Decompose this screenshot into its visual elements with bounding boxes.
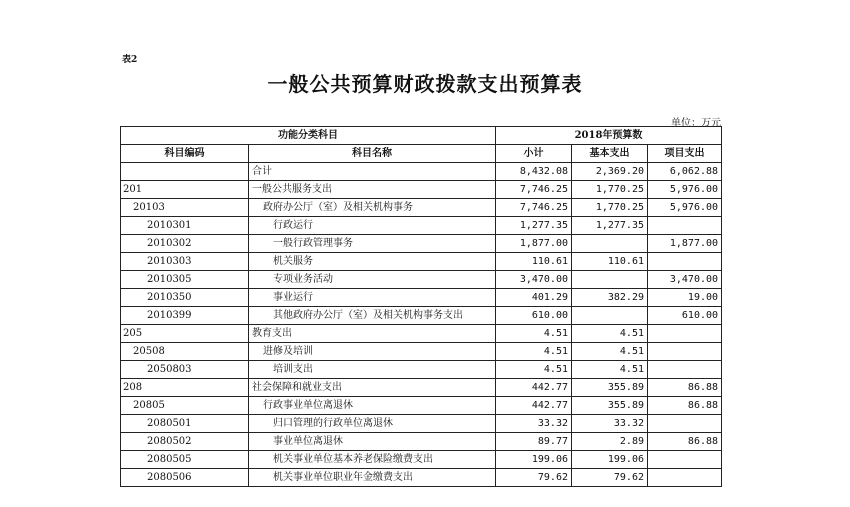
row-basic <box>572 271 648 289</box>
row-name: 机关事业单位职业年金缴费支出 <box>249 469 496 487</box>
row-basic: 382.29 <box>572 289 648 307</box>
table-body <box>121 163 722 487</box>
row-name: 归口管理的行政单位离退休 <box>249 415 496 433</box>
row-code: 2080505 <box>121 451 249 469</box>
header-row-group <box>121 127 722 145</box>
table-row <box>121 289 722 307</box>
header-func-group: 功能分类科目 <box>121 127 496 145</box>
row-name: 社会保障和就业支出 <box>249 379 496 397</box>
row-basic: 2.89 <box>572 433 648 451</box>
header-basic: 基本支出 <box>572 145 648 163</box>
table-row <box>121 199 722 217</box>
row-code: 208 <box>121 379 249 397</box>
row-subtotal: 110.61 <box>496 253 572 271</box>
row-project <box>648 325 722 343</box>
row-subtotal: 4.51 <box>496 325 572 343</box>
table-row <box>121 379 722 397</box>
row-project: 6,062.88 <box>648 163 722 181</box>
row-code: 20508 <box>121 343 249 361</box>
row-code: 20103 <box>121 199 249 217</box>
table-row <box>121 235 722 253</box>
row-project: 610.00 <box>648 307 722 325</box>
row-name: 事业单位离退休 <box>249 433 496 451</box>
row-code: 2010302 <box>121 235 249 253</box>
page-title: 一般公共预算财政拨款支出预算表 <box>267 72 583 96</box>
row-basic: 1,277.35 <box>572 217 648 235</box>
header-row-columns <box>121 145 722 163</box>
row-subtotal: 79.62 <box>496 469 572 487</box>
row-project: 5,976.00 <box>648 181 722 199</box>
row-name: 机关事业单位基本养老保险缴费支出 <box>249 451 496 469</box>
table-row <box>121 253 722 271</box>
table-row <box>121 469 722 487</box>
row-project <box>648 451 722 469</box>
unit-label: 单位：万元 <box>671 118 721 129</box>
row-project: 86.88 <box>648 397 722 415</box>
row-subtotal: 610.00 <box>496 307 572 325</box>
row-subtotal: 401.29 <box>496 289 572 307</box>
row-subtotal: 8,432.08 <box>496 163 572 181</box>
row-name: 一般公共服务支出 <box>249 181 496 199</box>
row-code: 2050803 <box>121 361 249 379</box>
row-project <box>648 253 722 271</box>
header-budget-group: 2018年预算数 <box>496 127 722 145</box>
row-basic: 355.89 <box>572 379 648 397</box>
row-name: 教育支出 <box>249 325 496 343</box>
row-project <box>648 343 722 361</box>
table-row <box>121 343 722 361</box>
row-basic <box>572 235 648 253</box>
row-subtotal: 1,277.35 <box>496 217 572 235</box>
header-name: 科目名称 <box>249 145 496 163</box>
row-code: 2010350 <box>121 289 249 307</box>
row-basic: 4.51 <box>572 325 648 343</box>
row-basic: 2,369.20 <box>572 163 648 181</box>
table-row <box>121 217 722 235</box>
row-project <box>648 469 722 487</box>
row-project: 86.88 <box>648 379 722 397</box>
header-project: 项目支出 <box>648 145 722 163</box>
row-subtotal: 7,746.25 <box>496 181 572 199</box>
header-code: 科目编码 <box>121 145 249 163</box>
row-basic: 1,770.25 <box>572 199 648 217</box>
row-basic: 4.51 <box>572 361 648 379</box>
row-name: 事业运行 <box>249 289 496 307</box>
row-code: 2010305 <box>121 271 249 289</box>
row-subtotal: 89.77 <box>496 433 572 451</box>
row-project <box>648 361 722 379</box>
row-project <box>648 217 722 235</box>
row-subtotal: 4.51 <box>496 343 572 361</box>
row-name: 行政事业单位离退休 <box>249 397 496 415</box>
row-basic: 1,770.25 <box>572 181 648 199</box>
row-code: 2080502 <box>121 433 249 451</box>
table-row <box>121 307 722 325</box>
row-code: 2080501 <box>121 415 249 433</box>
table-row <box>121 325 722 343</box>
row-name: 其他政府办公厅（室）及相关机构事务支出 <box>249 307 496 325</box>
row-name: 一般行政管理事务 <box>249 235 496 253</box>
row-project <box>648 415 722 433</box>
row-project: 5,976.00 <box>648 199 722 217</box>
row-project: 3,470.00 <box>648 271 722 289</box>
row-name: 专项业务活动 <box>249 271 496 289</box>
row-code: 20805 <box>121 397 249 415</box>
table-row <box>121 397 722 415</box>
table-row <box>121 163 722 181</box>
row-code: 2080506 <box>121 469 249 487</box>
row-basic <box>572 307 648 325</box>
row-subtotal: 199.06 <box>496 451 572 469</box>
header-subtotal: 小计 <box>496 145 572 163</box>
table-row <box>121 415 722 433</box>
row-name: 政府办公厅（室）及相关机构事务 <box>249 199 496 217</box>
row-subtotal: 33.32 <box>496 415 572 433</box>
row-basic: 4.51 <box>572 343 648 361</box>
row-subtotal: 442.77 <box>496 397 572 415</box>
row-project: 19.00 <box>648 289 722 307</box>
row-basic: 355.89 <box>572 397 648 415</box>
row-basic: 199.06 <box>572 451 648 469</box>
row-code: 201 <box>121 181 249 199</box>
row-name: 培训支出 <box>249 361 496 379</box>
row-basic: 33.32 <box>572 415 648 433</box>
row-code <box>121 163 249 181</box>
row-name: 行政运行 <box>249 217 496 235</box>
row-subtotal: 7,746.25 <box>496 199 572 217</box>
row-name: 进修及培训 <box>249 343 496 361</box>
row-subtotal: 3,470.00 <box>496 271 572 289</box>
row-basic: 110.61 <box>572 253 648 271</box>
row-code: 2010399 <box>121 307 249 325</box>
table-row <box>121 451 722 469</box>
table-row <box>121 433 722 451</box>
row-code: 205 <box>121 325 249 343</box>
table-row <box>121 271 722 289</box>
table-row <box>121 181 722 199</box>
table-number: 表2 <box>122 55 138 65</box>
row-project: 86.88 <box>648 433 722 451</box>
table-row <box>121 361 722 379</box>
row-code: 2010301 <box>121 217 249 235</box>
row-project: 1,877.00 <box>648 235 722 253</box>
row-basic: 79.62 <box>572 469 648 487</box>
row-subtotal: 4.51 <box>496 361 572 379</box>
table-header <box>121 127 722 163</box>
budget-table <box>120 126 722 487</box>
row-name: 机关服务 <box>249 253 496 271</box>
row-subtotal: 442.77 <box>496 379 572 397</box>
row-name: 合计 <box>249 163 496 181</box>
row-code: 2010303 <box>121 253 249 271</box>
row-subtotal: 1,877.00 <box>496 235 572 253</box>
